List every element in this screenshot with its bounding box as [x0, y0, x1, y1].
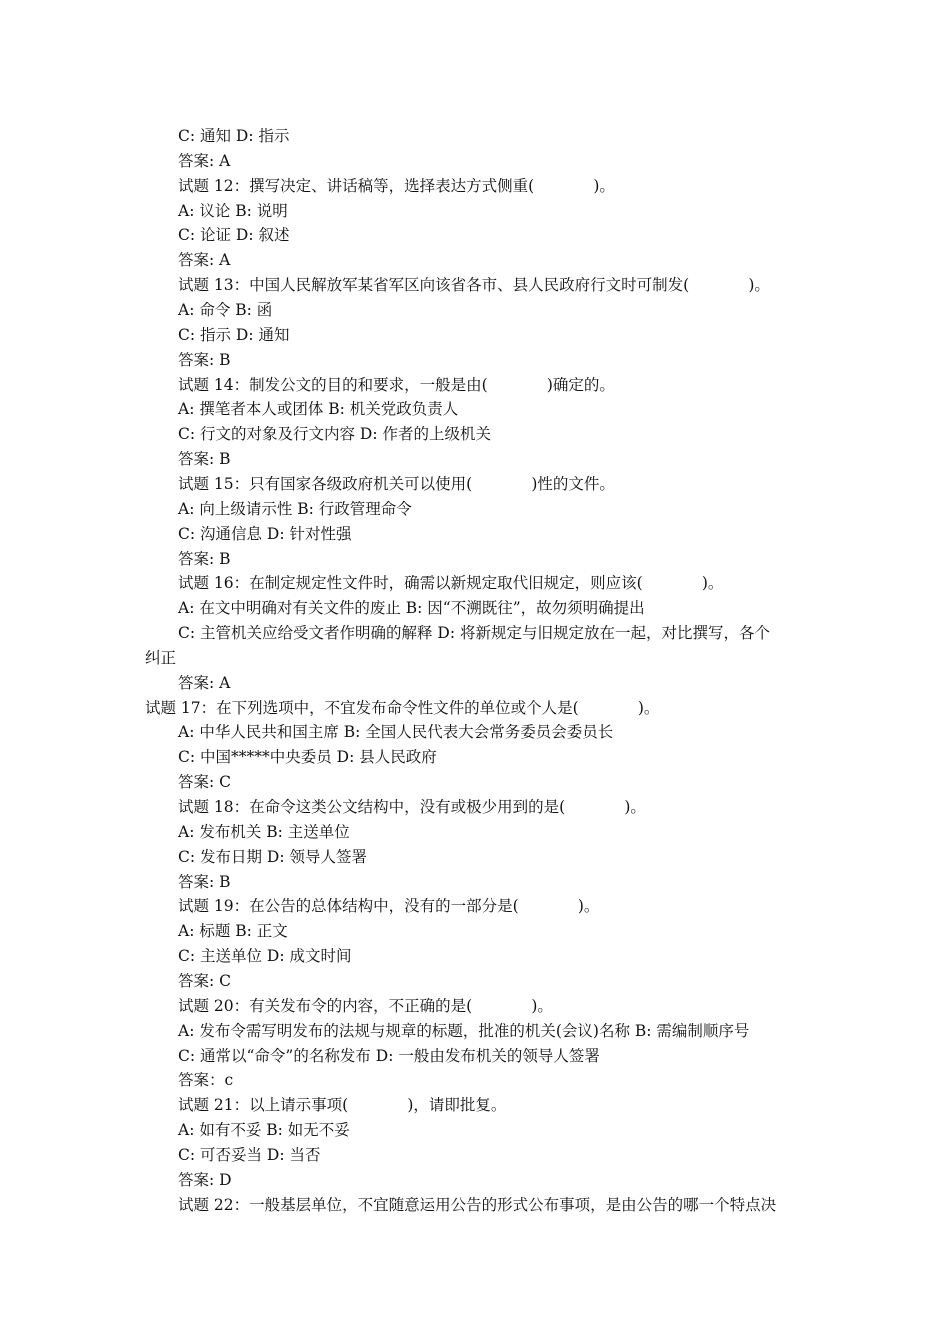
text-line: C: 主送单位 D: 成文时间: [178, 947, 352, 966]
text-line: A: 向上级请示性 B: 行政管理命令: [178, 499, 412, 518]
text-line: C: 可否妥当 D: 当否: [178, 1145, 321, 1164]
text-line: 纠正: [145, 648, 177, 667]
text-line: 答案: C: [178, 773, 232, 792]
text-line: 答案: B: [178, 450, 231, 469]
text-line: 试题 21：以上请示事项( )，请即批复。: [178, 1096, 507, 1115]
text-line: 试题 12：撰写决定、讲话稿等，选择表达方式侧重( )。: [178, 176, 615, 195]
text-line: A: 议论 B: 说明: [178, 201, 288, 220]
text-line: 答案: B: [178, 350, 231, 369]
text-line: 答案: B: [178, 549, 231, 568]
text-line: C: 发布日期 D: 领导人签署: [178, 847, 368, 866]
text-line: 试题 17：在下列选项中，不宜发布命令性文件的单位或个人是( )。: [145, 698, 660, 717]
text-line: 答案: B: [178, 872, 231, 891]
text-line: A: 撰笔者本人或团体 B: 机关党政负责人: [178, 400, 459, 419]
text-line: 试题 20：有关发布令的内容，不正确的是( )。: [178, 996, 553, 1015]
text-line: A: 标题 B: 正文: [178, 922, 288, 941]
text-line: 答案: C: [178, 971, 232, 990]
text-line: C: 行文的对象及行文内容 D: 作者的上级机关: [178, 425, 492, 444]
text-line: 试题 13：中国人民解放军某省军区向该省各市、县人民政府行文时可制发( )。: [178, 276, 770, 295]
text-line: 答案：c: [178, 1071, 234, 1090]
text-line: 试题 18：在命令这类公文结构中，没有或极少用到的是( )。: [178, 798, 646, 816]
text-line: C: 主管机关应给受文者作明确的解释 D: 将新规定与旧规定放在一起，对比撰写，各个: [178, 624, 771, 642]
text-line: A: 发布机关 B: 主送单位: [178, 822, 350, 841]
text-line: A: 中华人民共和国主席 B: 全国人民代表大会常务委员会委员长: [178, 723, 614, 742]
text-line: A: 命令 B: 函: [178, 301, 273, 319]
text-line: 试题 19：在公告的总体结构中，没有的一部分是( )。: [178, 897, 600, 916]
text-line: C: 通知 D: 指示: [178, 127, 290, 145]
text-line: 答案: A: [178, 673, 231, 692]
text-line: A: 如有不妥 B: 如无不妥: [178, 1121, 350, 1139]
text-line: 试题 22：一般基层单位，不宜随意运用公告的形式公布事项，是由公告的哪一个特点决: [178, 1195, 777, 1214]
text-line: 答案: D: [178, 1170, 232, 1189]
text-line: C: 中国*****中央委员 D: 县人民政府: [178, 748, 437, 767]
text-line: A: 在文中明确对有关文件的废止 B: 因“不溯既往”，故勿须明确提出: [178, 599, 645, 618]
text-line: 试题 15：只有国家各级政府机关可以使用( )性的文件。: [178, 474, 615, 493]
text-line: 答案: A: [178, 151, 231, 170]
text-line: A: 发布令需写明发布的法规与规章的标题，批准的机关(会议)名称 B: 需编制顺序号: [178, 1021, 750, 1040]
text-line: 试题 14：制发公文的目的和要求，一般是由( )确定的。: [178, 375, 615, 394]
text-line: C: 通常以“命令”的名称发布 D: 一般由发布机关的领导人签署: [178, 1046, 600, 1065]
text-line: C: 沟通信息 D: 针对性强: [178, 524, 352, 543]
text-line: C: 指示 D: 通知: [178, 325, 290, 344]
text-line: C: 论证 D: 叙述: [178, 226, 290, 245]
text-line: 试题 16：在制定规定性文件时，确需以新规定取代旧规定，则应该( )。: [178, 574, 724, 593]
text-line: 答案: A: [178, 251, 231, 270]
